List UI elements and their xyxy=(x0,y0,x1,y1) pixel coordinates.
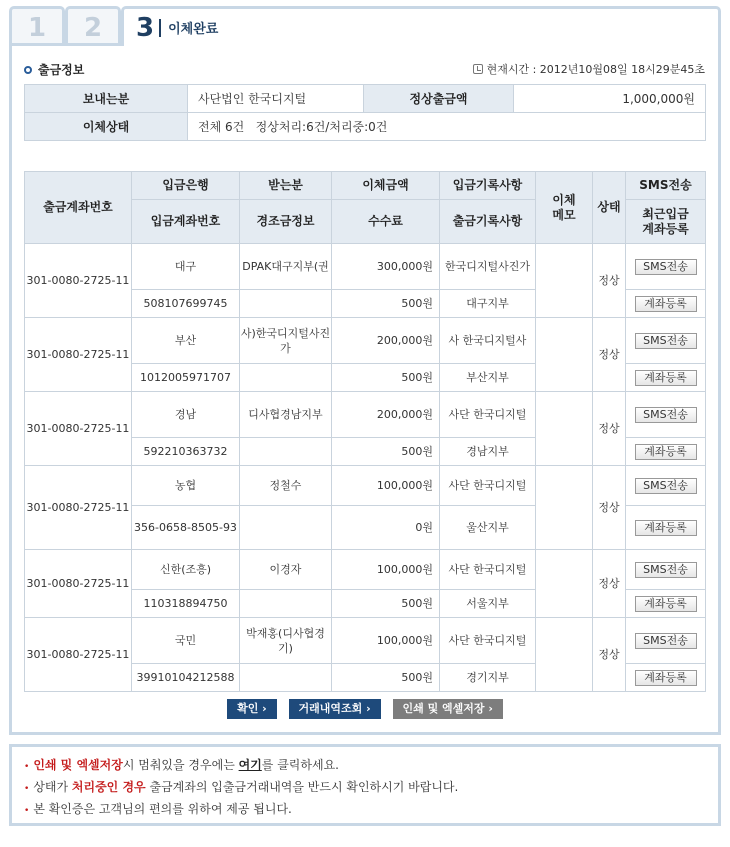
deposit-record-cell: 사단 한국디지털 xyxy=(440,618,536,664)
recipient-cell: 사)한국디지털사진가 xyxy=(240,318,332,364)
amount-cell: 300,000원 xyxy=(332,244,440,290)
cheer-info-cell xyxy=(240,364,332,392)
register-cell xyxy=(626,364,706,392)
bank-cell: 경남 xyxy=(132,392,240,438)
sms-cell xyxy=(626,244,706,290)
panel-top-border xyxy=(9,43,124,46)
fee-cell: 500원 xyxy=(332,438,440,466)
status-cell: 정상 xyxy=(593,318,626,392)
sms-cell xyxy=(626,550,706,590)
header-withdraw-account: 출금계좌번호 xyxy=(25,172,132,244)
section-title-text: 출금정보 xyxy=(38,63,85,77)
account-register-button[interactable]: 계좌등록 xyxy=(635,670,697,686)
sms-send-button[interactable]: SMS전송 xyxy=(635,633,697,649)
deposit-account-cell: 592210363732 xyxy=(132,438,240,466)
transfer-status-label: 이체상태 xyxy=(25,113,188,141)
confirm-button[interactable]: 확인 › xyxy=(227,699,277,719)
bank-cell: 농협 xyxy=(132,466,240,506)
deposit-account-cell: 356-0658-8505-93 xyxy=(132,506,240,550)
bullet-icon: • xyxy=(24,806,30,816)
notice-text: 상태가 xyxy=(33,780,72,794)
table-row xyxy=(25,318,706,364)
here-link[interactable]: 여기 xyxy=(238,758,262,772)
bank-cell: 대구 xyxy=(132,244,240,290)
account-register-button[interactable]: 계좌등록 xyxy=(635,596,697,612)
fee-cell: 500원 xyxy=(332,364,440,392)
current-time-text: 현재시간 : 2012년10월08일 18시29분45초 xyxy=(486,63,705,76)
memo-cell xyxy=(536,550,593,618)
section-title xyxy=(24,61,84,78)
withdraw-record-cell: 부산지부 xyxy=(440,364,536,392)
notice-text: 시 멈춰있을 경우에는 xyxy=(122,758,239,772)
sms-send-button[interactable]: SMS전송 xyxy=(635,407,697,423)
recipient-cell: 이경자 xyxy=(240,550,332,590)
register-cell xyxy=(626,664,706,692)
deposit-account-cell: 1012005971707 xyxy=(132,364,240,392)
cheer-info-cell xyxy=(240,438,332,466)
status-cell: 정상 xyxy=(593,244,626,318)
register-cell xyxy=(626,506,706,550)
header-deposit-record: 입금기록사항 xyxy=(440,172,536,200)
sms-send-button[interactable]: SMS전송 xyxy=(635,333,697,349)
memo-cell xyxy=(536,466,593,550)
sms-cell xyxy=(626,392,706,438)
current-time xyxy=(473,61,705,77)
table-row xyxy=(25,466,706,506)
recipient-cell: 정철수 xyxy=(240,466,332,506)
sms-cell xyxy=(626,618,706,664)
deposit-account-cell: 39910104212588 xyxy=(132,664,240,692)
sms-send-button[interactable]: SMS전송 xyxy=(635,259,697,275)
notice-text: 를 클릭하세요. xyxy=(261,758,339,772)
deposit-record-cell: 사 한국디지털사 xyxy=(440,318,536,364)
withdraw-account-cell: 301-0080-2725-11 xyxy=(25,550,132,618)
withdraw-record-cell: 서울지부 xyxy=(440,590,536,618)
withdraw-account-cell: 301-0080-2725-11 xyxy=(25,466,132,550)
deposit-account-cell: 508107699745 xyxy=(132,290,240,318)
sms-cell xyxy=(626,466,706,506)
tab-separator xyxy=(159,19,161,37)
account-register-button[interactable]: 계좌등록 xyxy=(635,370,697,386)
normal-amount-value: 1,000,000원 xyxy=(514,85,706,113)
step-tabs xyxy=(9,6,721,46)
print-excel-button[interactable]: 인쇄 및 엑셀저장 › xyxy=(393,699,503,719)
notice-text: 본 확인증은 고객님의 편의를 위하여 제공 됩니다. xyxy=(33,802,292,816)
memo-cell xyxy=(536,318,593,392)
bullet-circle-icon xyxy=(24,66,32,74)
header-fee: 수수료 xyxy=(332,200,440,244)
account-register-button[interactable]: 계좌등록 xyxy=(635,296,697,312)
notice-print-text: 인쇄 및 엑셀저장 xyxy=(33,758,123,772)
memo-cell xyxy=(536,244,593,318)
sender-value: 사단법인 한국디지털 xyxy=(188,85,364,113)
status-cell: 정상 xyxy=(593,392,626,466)
recipient-cell: 디사협경남지부 xyxy=(240,392,332,438)
step-3-tab xyxy=(121,6,721,46)
transfer-status-value: 전체 6건 정상처리:6건/처리중:0건 xyxy=(188,113,706,141)
memo-cell xyxy=(536,618,593,692)
header-recipient: 받는분 xyxy=(240,172,332,200)
deposit-record-cell: 한국디지털사진가 xyxy=(440,244,536,290)
bank-cell: 신한(조흥) xyxy=(132,550,240,590)
notice-line-1 xyxy=(24,755,718,777)
sms-send-button[interactable]: SMS전송 xyxy=(635,562,697,578)
amount-cell: 100,000원 xyxy=(332,550,440,590)
notice-box xyxy=(9,744,721,826)
status-cell: 정상 xyxy=(593,466,626,550)
register-cell xyxy=(626,290,706,318)
withdraw-record-cell: 대구지부 xyxy=(440,290,536,318)
transfer-table xyxy=(24,171,706,692)
withdraw-record-cell: 경기지부 xyxy=(440,664,536,692)
withdraw-account-cell: 301-0080-2725-11 xyxy=(25,244,132,318)
amount-cell: 100,000원 xyxy=(332,618,440,664)
bullet-icon: • xyxy=(24,784,30,794)
history-button[interactable]: 거래내역조회 › xyxy=(289,699,381,719)
status-cell: 정상 xyxy=(593,550,626,618)
table-row xyxy=(25,244,706,290)
account-register-button[interactable]: 계좌등록 xyxy=(635,444,697,460)
step-3-number: 3 xyxy=(136,12,155,43)
header-amount: 이체금액 xyxy=(332,172,440,200)
sms-send-button[interactable]: SMS전송 xyxy=(635,478,697,494)
notice-text: 출금계좌의 입출금거래내역을 반드시 확인하시기 바랍니다. xyxy=(145,780,459,794)
sender-label: 보내는분 xyxy=(25,85,188,113)
withdraw-account-cell: 301-0080-2725-11 xyxy=(25,318,132,392)
withdraw-record-cell: 경남지부 xyxy=(440,438,536,466)
clock-icon xyxy=(473,64,483,74)
page-title: 이체완료 xyxy=(168,22,219,37)
fee-cell: 0원 xyxy=(332,506,440,550)
action-bar xyxy=(0,699,730,719)
header-cheer-info: 경조금정보 xyxy=(240,200,332,244)
fee-cell: 500원 xyxy=(332,590,440,618)
memo-cell xyxy=(536,392,593,466)
amount-cell: 200,000원 xyxy=(332,392,440,438)
cheer-info-cell xyxy=(240,664,332,692)
notice-line-2 xyxy=(24,777,718,799)
fee-cell: 500원 xyxy=(332,290,440,318)
notice-processing-text: 처리중인 경우 xyxy=(71,780,146,794)
table-row xyxy=(25,618,706,664)
sms-cell xyxy=(626,318,706,364)
step-2-number: 2 xyxy=(83,12,103,43)
step-1-tab xyxy=(9,6,65,46)
header-withdraw-record: 출금기록사항 xyxy=(440,200,536,244)
step-1-number: 1 xyxy=(27,12,47,43)
header-recent-register: 최근입금 계좌등록 xyxy=(626,200,706,244)
account-register-button[interactable]: 계좌등록 xyxy=(635,520,697,536)
withdraw-account-cell: 301-0080-2725-11 xyxy=(25,392,132,466)
header-deposit-account: 입금계좌번호 xyxy=(132,200,240,244)
header-sms: SMS전송 xyxy=(626,172,706,200)
register-cell xyxy=(626,590,706,618)
bullet-icon: • xyxy=(24,762,30,772)
withdraw-account-cell: 301-0080-2725-11 xyxy=(25,618,132,692)
recipient-cell: DPAK대구지부(권 xyxy=(240,244,332,290)
table-row xyxy=(25,550,706,590)
cheer-info-cell xyxy=(240,290,332,318)
header-status: 상태 xyxy=(593,172,626,244)
fee-cell: 500원 xyxy=(332,664,440,692)
header-bank: 입금은행 xyxy=(132,172,240,200)
bank-cell: 부산 xyxy=(132,318,240,364)
status-cell: 정상 xyxy=(593,618,626,692)
cheer-info-cell xyxy=(240,506,332,550)
deposit-record-cell: 사단 한국디지털 xyxy=(440,466,536,506)
withdraw-record-cell: 울산지부 xyxy=(440,506,536,550)
amount-cell: 200,000원 xyxy=(332,318,440,364)
cheer-info-cell xyxy=(240,590,332,618)
header-memo: 이체 메모 xyxy=(536,172,593,244)
recipient-cell: 박재홍(디사협경기) xyxy=(240,618,332,664)
deposit-account-cell: 110318894750 xyxy=(132,590,240,618)
deposit-record-cell: 사단 한국디지털 xyxy=(440,392,536,438)
amount-cell: 100,000원 xyxy=(332,466,440,506)
table-row xyxy=(25,392,706,438)
step-2-tab xyxy=(65,6,121,46)
bank-cell: 국민 xyxy=(132,618,240,664)
normal-amount-label: 정상출금액 xyxy=(364,85,514,113)
notice-line-3 xyxy=(24,799,718,821)
withdrawal-info-table xyxy=(24,84,706,141)
deposit-record-cell: 사단 한국디지털 xyxy=(440,550,536,590)
register-cell xyxy=(626,438,706,466)
